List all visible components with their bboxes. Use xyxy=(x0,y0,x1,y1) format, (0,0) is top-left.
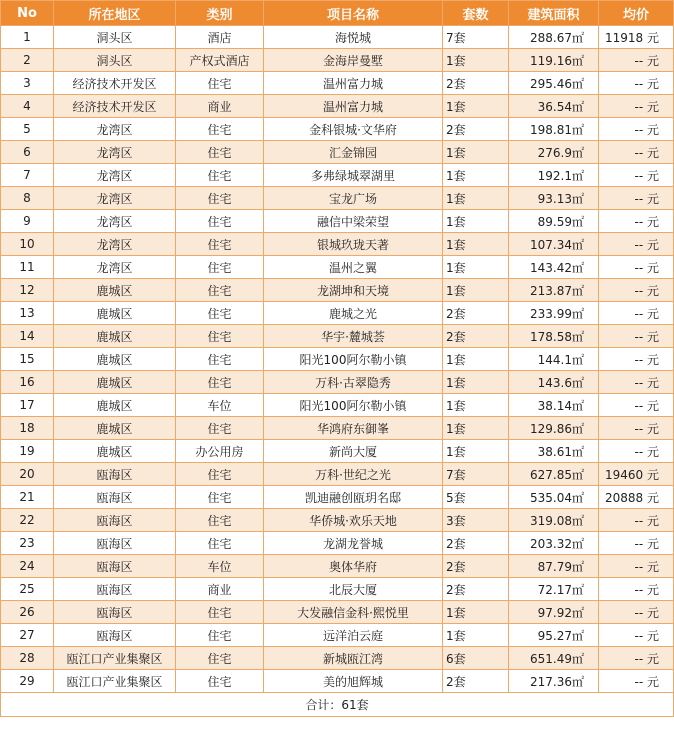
cell-project: 融信中梁荣望 xyxy=(264,210,443,233)
cell-district: 瓯海区 xyxy=(54,601,176,624)
total-cell: 合计：61套 xyxy=(1,693,674,717)
cell-units: 1套 xyxy=(443,95,509,118)
cell-area: 36.54㎡ xyxy=(509,95,599,118)
cell-district: 洞头区 xyxy=(54,26,176,49)
cell-units: 2套 xyxy=(443,302,509,325)
cell-project: 大发融信金科·熙悦里 xyxy=(264,601,443,624)
cell-category: 住宅 xyxy=(176,509,264,532)
cell-units: 2套 xyxy=(443,325,509,348)
cell-units: 1套 xyxy=(443,164,509,187)
cell-project: 阳光100阿尔勒小镇 xyxy=(264,394,443,417)
cell-project: 阳光100阿尔勒小镇 xyxy=(264,348,443,371)
cell-price: -- 元 xyxy=(599,601,674,624)
cell-units: 1套 xyxy=(443,371,509,394)
cell-units: 5套 xyxy=(443,486,509,509)
cell-no: 27 xyxy=(1,624,54,647)
cell-category: 住宅 xyxy=(176,210,264,233)
cell-units: 1套 xyxy=(443,187,509,210)
table-row xyxy=(1,164,674,187)
cell-project: 新尚大厦 xyxy=(264,440,443,463)
cell-price: -- 元 xyxy=(599,279,674,302)
cell-no: 8 xyxy=(1,187,54,210)
cell-no: 25 xyxy=(1,578,54,601)
cell-no: 5 xyxy=(1,118,54,141)
cell-area: 38.14㎡ xyxy=(509,394,599,417)
cell-category: 住宅 xyxy=(176,279,264,302)
cell-district: 龙湾区 xyxy=(54,141,176,164)
cell-category: 车位 xyxy=(176,555,264,578)
cell-district: 瓯海区 xyxy=(54,463,176,486)
cell-category: 住宅 xyxy=(176,164,264,187)
cell-no: 16 xyxy=(1,371,54,394)
cell-units: 2套 xyxy=(443,72,509,95)
table-row xyxy=(1,578,674,601)
cell-category: 住宅 xyxy=(176,463,264,486)
cell-units: 2套 xyxy=(443,118,509,141)
cell-project: 美的旭辉城 xyxy=(264,670,443,693)
cell-no: 20 xyxy=(1,463,54,486)
table-row xyxy=(1,26,674,49)
cell-category: 住宅 xyxy=(176,532,264,555)
cell-category: 酒店 xyxy=(176,26,264,49)
cell-project: 银城玖珑天著 xyxy=(264,233,443,256)
cell-no: 7 xyxy=(1,164,54,187)
table-row xyxy=(1,49,674,72)
cell-area: 213.87㎡ xyxy=(509,279,599,302)
cell-project: 龙湖龙誉城 xyxy=(264,532,443,555)
cell-area: 535.04㎡ xyxy=(509,486,599,509)
cell-price: -- 元 xyxy=(599,164,674,187)
cell-units: 1套 xyxy=(443,256,509,279)
cell-no: 13 xyxy=(1,302,54,325)
cell-area: 192.1㎡ xyxy=(509,164,599,187)
cell-no: 26 xyxy=(1,601,54,624)
cell-project: 新城瓯江湾 xyxy=(264,647,443,670)
table-row xyxy=(1,141,674,164)
cell-project: 远洋泊云庭 xyxy=(264,624,443,647)
cell-no: 23 xyxy=(1,532,54,555)
cell-project: 温州富力城 xyxy=(264,72,443,95)
cell-project: 华鸿府东御峯 xyxy=(264,417,443,440)
cell-units: 7套 xyxy=(443,463,509,486)
cell-no: 6 xyxy=(1,141,54,164)
table-row xyxy=(1,670,674,693)
cell-price: -- 元 xyxy=(599,371,674,394)
cell-area: 178.58㎡ xyxy=(509,325,599,348)
cell-district: 瓯海区 xyxy=(54,624,176,647)
cell-project: 鹿城之光 xyxy=(264,302,443,325)
cell-district: 鹿城区 xyxy=(54,440,176,463)
header-district: 所在地区 xyxy=(54,1,176,26)
header-category: 类别 xyxy=(176,1,264,26)
cell-units: 2套 xyxy=(443,555,509,578)
table-row xyxy=(1,417,674,440)
cell-price: -- 元 xyxy=(599,118,674,141)
cell-units: 3套 xyxy=(443,509,509,532)
cell-price: -- 元 xyxy=(599,95,674,118)
cell-category: 住宅 xyxy=(176,624,264,647)
cell-category: 住宅 xyxy=(176,233,264,256)
cell-no: 24 xyxy=(1,555,54,578)
cell-category: 住宅 xyxy=(176,141,264,164)
cell-category: 住宅 xyxy=(176,647,264,670)
cell-no: 21 xyxy=(1,486,54,509)
cell-price: -- 元 xyxy=(599,49,674,72)
cell-project: 华宇·麓城荟 xyxy=(264,325,443,348)
cell-category: 住宅 xyxy=(176,417,264,440)
cell-price: -- 元 xyxy=(599,555,674,578)
header-area: 建筑面积 xyxy=(509,1,599,26)
cell-district: 鹿城区 xyxy=(54,279,176,302)
cell-no: 18 xyxy=(1,417,54,440)
cell-area: 651.49㎡ xyxy=(509,647,599,670)
cell-category: 住宅 xyxy=(176,670,264,693)
cell-category: 住宅 xyxy=(176,348,264,371)
cell-units: 1套 xyxy=(443,141,509,164)
cell-units: 1套 xyxy=(443,440,509,463)
total-row xyxy=(1,693,674,717)
cell-project: 北辰大厦 xyxy=(264,578,443,601)
cell-project: 龙湖坤和天境 xyxy=(264,279,443,302)
cell-area: 87.79㎡ xyxy=(509,555,599,578)
cell-district: 鹿城区 xyxy=(54,394,176,417)
cell-project: 海悦城 xyxy=(264,26,443,49)
cell-no: 15 xyxy=(1,348,54,371)
cell-project: 凯迪融创瓯玥名邸 xyxy=(264,486,443,509)
cell-price: -- 元 xyxy=(599,233,674,256)
cell-no: 2 xyxy=(1,49,54,72)
cell-units: 1套 xyxy=(443,394,509,417)
cell-price: -- 元 xyxy=(599,417,674,440)
cell-project: 万科·世纪之光 xyxy=(264,463,443,486)
cell-district: 经济技术开发区 xyxy=(54,95,176,118)
table-row xyxy=(1,72,674,95)
cell-units: 7套 xyxy=(443,26,509,49)
cell-area: 627.85㎡ xyxy=(509,463,599,486)
cell-units: 1套 xyxy=(443,49,509,72)
cell-price: -- 元 xyxy=(599,578,674,601)
cell-price: -- 元 xyxy=(599,256,674,279)
table-row xyxy=(1,601,674,624)
table-row xyxy=(1,210,674,233)
cell-units: 6套 xyxy=(443,647,509,670)
cell-category: 住宅 xyxy=(176,325,264,348)
header-row xyxy=(1,1,674,26)
cell-area: 144.1㎡ xyxy=(509,348,599,371)
cell-price: -- 元 xyxy=(599,394,674,417)
cell-district: 瓯海区 xyxy=(54,578,176,601)
cell-units: 2套 xyxy=(443,578,509,601)
header-project: 项目名称 xyxy=(264,1,443,26)
cell-area: 143.42㎡ xyxy=(509,256,599,279)
table-row xyxy=(1,647,674,670)
cell-no: 10 xyxy=(1,233,54,256)
table-row xyxy=(1,279,674,302)
cell-no: 9 xyxy=(1,210,54,233)
cell-area: 119.16㎡ xyxy=(509,49,599,72)
cell-district: 龙湾区 xyxy=(54,164,176,187)
cell-category: 住宅 xyxy=(176,601,264,624)
cell-area: 233.99㎡ xyxy=(509,302,599,325)
cell-area: 319.08㎡ xyxy=(509,509,599,532)
table-row xyxy=(1,555,674,578)
cell-area: 276.9㎡ xyxy=(509,141,599,164)
cell-area: 89.59㎡ xyxy=(509,210,599,233)
table-row xyxy=(1,256,674,279)
cell-area: 107.34㎡ xyxy=(509,233,599,256)
cell-price: -- 元 xyxy=(599,670,674,693)
cell-district: 洞头区 xyxy=(54,49,176,72)
cell-price: -- 元 xyxy=(599,325,674,348)
cell-no: 11 xyxy=(1,256,54,279)
cell-area: 97.92㎡ xyxy=(509,601,599,624)
cell-category: 住宅 xyxy=(176,302,264,325)
cell-project: 温州之翼 xyxy=(264,256,443,279)
cell-project: 奥体华府 xyxy=(264,555,443,578)
table-row xyxy=(1,463,674,486)
cell-district: 瓯江口产业集聚区 xyxy=(54,647,176,670)
cell-price: -- 元 xyxy=(599,187,674,210)
table-row xyxy=(1,440,674,463)
cell-area: 93.13㎡ xyxy=(509,187,599,210)
cell-price: -- 元 xyxy=(599,509,674,532)
cell-category: 住宅 xyxy=(176,72,264,95)
cell-category: 住宅 xyxy=(176,486,264,509)
table-row xyxy=(1,325,674,348)
cell-project: 多弗绿城翠湖里 xyxy=(264,164,443,187)
cell-no: 1 xyxy=(1,26,54,49)
cell-project: 金海岸曼墅 xyxy=(264,49,443,72)
cell-units: 1套 xyxy=(443,210,509,233)
cell-no: 19 xyxy=(1,440,54,463)
cell-units: 1套 xyxy=(443,601,509,624)
cell-no: 4 xyxy=(1,95,54,118)
cell-units: 2套 xyxy=(443,670,509,693)
table-row xyxy=(1,302,674,325)
cell-category: 车位 xyxy=(176,394,264,417)
cell-district: 龙湾区 xyxy=(54,187,176,210)
cell-district: 龙湾区 xyxy=(54,256,176,279)
table-row xyxy=(1,624,674,647)
cell-price: -- 元 xyxy=(599,302,674,325)
cell-district: 瓯海区 xyxy=(54,509,176,532)
cell-district: 鹿城区 xyxy=(54,348,176,371)
cell-category: 住宅 xyxy=(176,118,264,141)
cell-category: 产权式酒店 xyxy=(176,49,264,72)
table-row xyxy=(1,486,674,509)
cell-price: -- 元 xyxy=(599,624,674,647)
cell-price: -- 元 xyxy=(599,532,674,555)
cell-units: 2套 xyxy=(443,532,509,555)
header-no: No xyxy=(1,1,54,26)
cell-category: 办公用房 xyxy=(176,440,264,463)
cell-no: 3 xyxy=(1,72,54,95)
table-row xyxy=(1,348,674,371)
cell-category: 商业 xyxy=(176,95,264,118)
cell-no: 17 xyxy=(1,394,54,417)
table-row xyxy=(1,509,674,532)
cell-area: 288.67㎡ xyxy=(509,26,599,49)
cell-category: 住宅 xyxy=(176,187,264,210)
cell-district: 龙湾区 xyxy=(54,118,176,141)
header-price: 均价 xyxy=(599,1,674,26)
cell-no: 12 xyxy=(1,279,54,302)
table-body xyxy=(1,26,674,693)
cell-district: 瓯海区 xyxy=(54,486,176,509)
table-row xyxy=(1,532,674,555)
cell-price: 20888 元 xyxy=(599,486,674,509)
cell-project: 华侨城·欢乐天地 xyxy=(264,509,443,532)
table-row xyxy=(1,233,674,256)
cell-district: 经济技术开发区 xyxy=(54,72,176,95)
cell-no: 22 xyxy=(1,509,54,532)
cell-units: 1套 xyxy=(443,348,509,371)
cell-area: 95.27㎡ xyxy=(509,624,599,647)
cell-district: 瓯江口产业集聚区 xyxy=(54,670,176,693)
cell-units: 1套 xyxy=(443,233,509,256)
cell-district: 鹿城区 xyxy=(54,417,176,440)
cell-project: 温州富力城 xyxy=(264,95,443,118)
cell-no: 28 xyxy=(1,647,54,670)
cell-category: 住宅 xyxy=(176,256,264,279)
cell-units: 1套 xyxy=(443,417,509,440)
cell-price: -- 元 xyxy=(599,141,674,164)
header-units: 套数 xyxy=(443,1,509,26)
cell-district: 鹿城区 xyxy=(54,325,176,348)
cell-category: 商业 xyxy=(176,578,264,601)
cell-area: 38.61㎡ xyxy=(509,440,599,463)
cell-area: 203.32㎡ xyxy=(509,532,599,555)
cell-project: 金科银城·文华府 xyxy=(264,118,443,141)
table-row xyxy=(1,95,674,118)
cell-price: -- 元 xyxy=(599,647,674,670)
cell-price: -- 元 xyxy=(599,72,674,95)
table-row xyxy=(1,118,674,141)
cell-project: 万科·古翠隐秀 xyxy=(264,371,443,394)
cell-price: -- 元 xyxy=(599,348,674,371)
cell-price: -- 元 xyxy=(599,440,674,463)
cell-district: 鹿城区 xyxy=(54,371,176,394)
cell-area: 295.46㎡ xyxy=(509,72,599,95)
cell-area: 129.86㎡ xyxy=(509,417,599,440)
table-row xyxy=(1,187,674,210)
cell-price: 11918 元 xyxy=(599,26,674,49)
cell-area: 198.81㎡ xyxy=(509,118,599,141)
cell-district: 鹿城区 xyxy=(54,302,176,325)
table-row xyxy=(1,371,674,394)
cell-project: 汇金锦园 xyxy=(264,141,443,164)
cell-project: 宝龙广场 xyxy=(264,187,443,210)
cell-district: 龙湾区 xyxy=(54,210,176,233)
table-row xyxy=(1,394,674,417)
cell-category: 住宅 xyxy=(176,371,264,394)
cell-units: 1套 xyxy=(443,624,509,647)
cell-no: 29 xyxy=(1,670,54,693)
cell-area: 143.6㎡ xyxy=(509,371,599,394)
cell-price: -- 元 xyxy=(599,210,674,233)
cell-district: 瓯海区 xyxy=(54,555,176,578)
cell-price: 19460 元 xyxy=(599,463,674,486)
cell-area: 72.17㎡ xyxy=(509,578,599,601)
cell-district: 龙湾区 xyxy=(54,233,176,256)
cell-units: 1套 xyxy=(443,279,509,302)
cell-area: 217.36㎡ xyxy=(509,670,599,693)
cell-no: 14 xyxy=(1,325,54,348)
cell-district: 瓯海区 xyxy=(54,532,176,555)
